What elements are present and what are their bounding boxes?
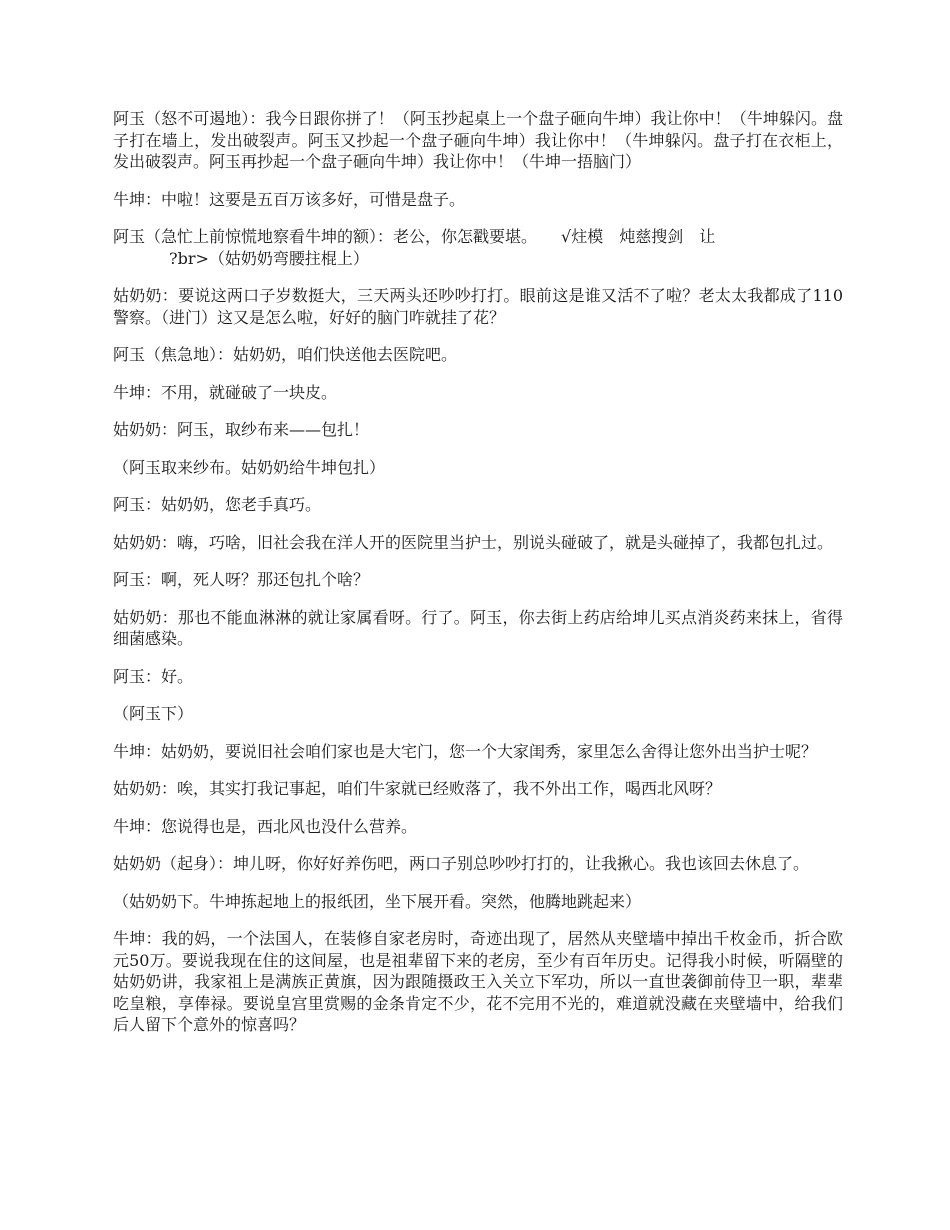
paragraph-17: 牛坤：您说得也是，西北风也没什么营养。 [113, 816, 418, 836]
paragraph-12: 姑奶奶：那也不能血淋淋的就让家属看呀。行了。阿玉，你去街上药店给坤儿买点消炎药来抹上，省得细菌感染。 [113, 607, 843, 648]
paragraph-11: 阿玉：啊，死人呀？那还包扎个啥？ [113, 570, 370, 589]
paragraph-16: 姑奶奶：唉，其实打我记事起，咱们牛家就已经败落了，我不外出工作，喝西北风呀？ [113, 779, 722, 798]
paragraph-7: 姑奶奶：阿玉，取纱布来——包扎！ [113, 420, 370, 439]
paragraph-10: 姑奶奶：嗨，巧啥，旧社会我在洋人开的医院里当护士，别说头碰破了，就是头碰掉了，我都包扎过。 [113, 532, 834, 552]
paragraph-6: 牛坤：不用，就碰破了一块皮。 [113, 382, 338, 402]
paragraph-9: 阿玉：姑奶奶，您老手真巧。 [113, 495, 322, 514]
paragraph-3-line-1: 阿玉（急忙上前惊慌地察看牛坤的额）：老公，你怎戳要堪。 √炷模 炖慈搜剑 让 [113, 227, 716, 246]
paragraph-13: 阿玉：好。 [113, 666, 194, 686]
paragraph-15: 牛坤：姑奶奶，要说旧社会咱们家也是大宅门，您一个大家闺秀，家里怎么舍得让您外出当护士呢？ [113, 741, 818, 761]
paragraph-5: 阿玉（焦急地）：姑奶奶，咱们快送他去医院吧。 [113, 345, 458, 364]
paragraph-2: 牛坤：中啦！这要是五百万该多好，可惜是盘子。 [113, 189, 466, 209]
paragraph-14: （阿玉下） [113, 704, 194, 723]
paragraph-3 [113, 226, 843, 269]
paragraph-19: （姑奶奶下。牛坤拣起地上的报纸团，坐下展开看。突然，他腾地跳起来） [113, 891, 642, 911]
paragraph-3-line-2: ?br>（姑奶奶弯腰拄棍上） [169, 248, 369, 268]
paragraph-4: 姑奶奶：要说这两口子岁数挺大，三天两头还吵吵打打。眼前这是谁又活不了啦？老太太我都成了110警察。（进门）这又是怎么啦，好好的脑门咋就挂了花？ [113, 286, 843, 327]
paragraph-20: 牛坤：我的妈，一个法国人，在装修自家老房时，奇迹出现了，居然从夹壁墙中掉出千枚金币，折合欧元50万。要说我现在住的这间屋，也是祖辈留下来的老房，至少有百年历史。记得我小时候，听隔壁的姑奶奶讲，我家祖上是满族正黄旗，因为跟随摄政王入关立下军功，所以一直世袭御前侍卫一职，辈辈吃皇粮，享俸禄。要说皇宫里赏赐的金条肯定不少，花不完用不光的，难道就没藏在夹壁墙中，给我们后人留下个意外的惊喜吗？ [113, 929, 843, 1034]
document-body [113, 108, 843, 1052]
paragraph-8: （阿玉取来纱布。姑奶奶给牛坤包扎） [113, 457, 386, 477]
paragraph-18: 姑奶奶（起身）：坤儿呀，你好好养伤吧，两口子别总吵吵打打的，让我揪心。我也该回去休息了。 [113, 854, 810, 873]
paragraph-1: 阿玉（怒不可遏地）：我今日跟你拼了！（阿玉抄起桌上一个盘子砸向牛坤）我让你中！（牛坤躲闪。盘子打在墙上，发出破裂声。阿玉又抄起一个盘子砸向牛坤）我让你中！（牛坤躲闪。盘子打在衣柜上，发出破裂声。阿玉再抄起一个盘子砸向牛坤）我让你中！（牛坤一捂脑门） [113, 109, 843, 171]
